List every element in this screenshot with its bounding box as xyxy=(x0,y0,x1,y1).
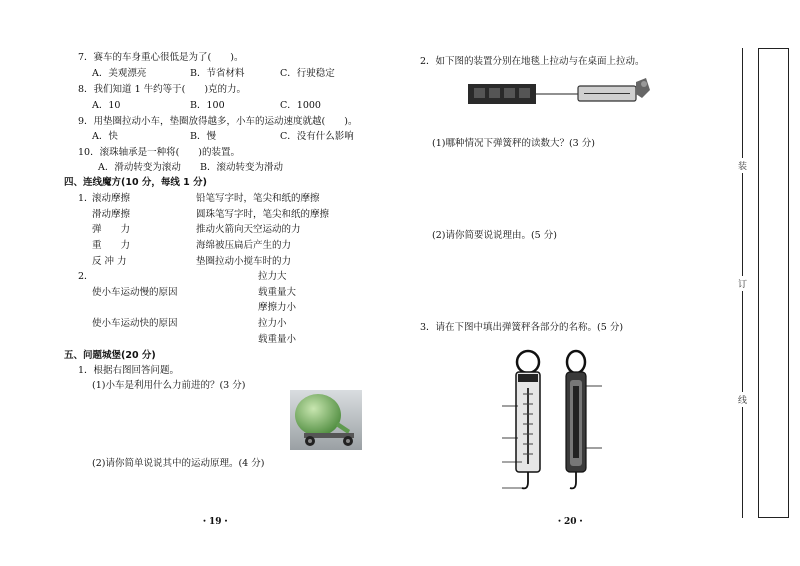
p1-sub2: (2)请你简单说说其中的运动原理。(4 分) xyxy=(92,458,265,469)
match2-left-item: 使小车运动快的原因 xyxy=(92,318,178,329)
right-page-number: ・20・ xyxy=(555,517,586,527)
q8-option-c: C．1000 xyxy=(280,100,321,111)
margin-box-left xyxy=(758,48,759,518)
match1-left-item: 弹 力 xyxy=(92,224,131,235)
match1-right-item: 铅笔写字时，笔尖和纸的摩擦 xyxy=(196,193,320,204)
section-5-heading: 五、问题城堡(20 分) xyxy=(64,350,156,361)
q2-sub2: (2)请你简要说说理由。(5 分) xyxy=(432,230,557,241)
margin-box-top xyxy=(758,48,789,49)
binding-label-top: 装 xyxy=(738,158,747,173)
spring-scale-pull-image xyxy=(466,76,652,110)
p1-stem: 1．根据右图回答问题。 xyxy=(78,365,180,376)
match2-right-item: 载重量小 xyxy=(258,334,297,345)
match1-right-item: 推动火箭向天空运动的力 xyxy=(196,224,301,235)
q2-stem: 2．如下图的装置分别在地毯上拉动与在桌面上拉动。 xyxy=(420,56,645,67)
match1-number: 1． xyxy=(78,193,94,204)
q10-option-b: B．滚动转变为滑动 xyxy=(200,162,283,173)
p1-sub1: (1)小车是利用什么力前进的？(3 分) xyxy=(92,380,246,391)
spring-scale-diagram xyxy=(496,348,616,498)
q9-option-b: B．慢 xyxy=(190,131,216,142)
match2-right-item: 载重量大 xyxy=(258,287,297,298)
match2-right-item: 拉力大 xyxy=(258,271,287,282)
q9-stem: 9．用垫圈拉动小车，垫圈放得越多，小车的运动速度就越( )。 xyxy=(78,116,358,127)
match2-right-item: 摩擦力小 xyxy=(258,302,297,313)
binding-label-bot: 线 xyxy=(738,392,747,407)
match1-right-item: 海绵被压扁后产生的力 xyxy=(196,240,292,251)
q8-stem: 8．我们知道 1 牛约等于( )克的力。 xyxy=(78,84,247,95)
q9-option-c: C．没有什么影响 xyxy=(280,131,354,142)
q10-option-a: A．滑动转变为滚动 xyxy=(98,162,181,173)
binding-label-mid: 订 xyxy=(738,276,747,291)
match2-number: 2． xyxy=(78,271,94,282)
match2-right-item: 拉力小 xyxy=(258,318,287,329)
match1-left-item: 反 冲 力 xyxy=(92,256,127,267)
q7-stem: 7．赛车的车身重心很低是为了( )。 xyxy=(78,52,244,63)
q2-sub1: (1)哪种情况下弹簧秤的读数大？(3 分) xyxy=(432,138,595,149)
q8-option-a: A．10 xyxy=(92,100,121,111)
balloon-car-image xyxy=(290,390,362,450)
q10-stem: 10．滚珠轴承是一种将( )的装置。 xyxy=(78,147,241,158)
match1-right-item: 垫圈拉动小搅车时的力 xyxy=(196,256,292,267)
match1-left-item: 滚动摩擦 xyxy=(92,193,131,204)
q8-option-b: B．100 xyxy=(190,100,225,111)
margin-box-right xyxy=(788,48,789,518)
match1-left-item: 滑动摩擦 xyxy=(92,209,131,220)
left-page-number: ・19・ xyxy=(200,517,231,527)
q7-option-a: A．美观漂亮 xyxy=(92,68,147,79)
q9-option-a: A．快 xyxy=(92,131,118,142)
section-4-heading: 四、连线魔方(10 分，每线 1 分) xyxy=(64,177,207,188)
match1-right-item: 圆珠笔写字时，笔尖和纸的摩擦 xyxy=(196,209,330,220)
q7-option-c: C．行驶稳定 xyxy=(280,68,335,79)
match2-left-item: 使小车运动慢的原因 xyxy=(92,287,178,298)
q3-stem: 3．请在下图中填出弹簧秤各部分的名称。(5 分) xyxy=(420,322,624,333)
margin-box-bottom xyxy=(758,517,789,518)
q7-option-b: B．节省材料 xyxy=(190,68,245,79)
match1-left-item: 重 力 xyxy=(92,240,131,251)
